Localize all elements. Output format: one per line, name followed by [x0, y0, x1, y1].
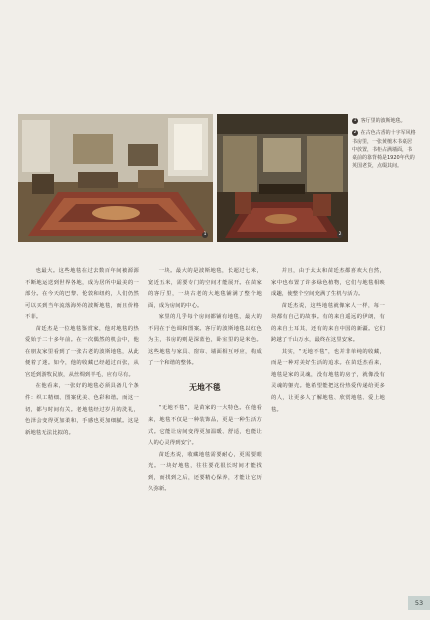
- study-illustration: [217, 114, 348, 242]
- caption-number: 2: [353, 129, 357, 135]
- section-heading: 无地不毯: [189, 382, 221, 392]
- paragraph: 并且，由于太太和苗廷杰都喜欢大自然，家中也布置了许多绿色植物，它们与地毯相映成趣，使整个空间充满了生机与活力。: [271, 268, 385, 298]
- paragraph: 在他看来，一张好的地毯必须具备几个条件：织工精细、图案优美、色彩和谐。而这一切，都与时间有关。老地毯经过岁月的洗礼，色泽会变得更加柔和，手感也更加细腻。这是新地毯无法比拟的。: [25, 383, 139, 436]
- paragraph: 苗廷杰是一位地毯鉴赏家，他对地毯的热爱始于二十多年前。在一次偶然的机会中，他在朋友家里看到了一张古老的波斯地毯，从此便着了迷。如今，他的收藏已经超过百张，从宫廷到游牧民族，从丝绸到羊毛，应有尽有。: [25, 325, 139, 378]
- photo-captions: [352, 117, 416, 171]
- living-room-photo: [18, 114, 213, 242]
- paragraph: 苗廷杰说，这些地毯就像家人一样，每一块都有自己的故事。有的来自遥远的伊朗，有的来自土耳其，还有的来自中国的新疆。它们跨越了千山万水，最终在这里安家。: [271, 302, 385, 344]
- paragraph: “无地不毯”，是苗家的一大特色。在他看来，地毯不仅是一种装饰品，更是一种生活方式。它能让房间变得更加温暖、舒适，也能让人的心灵得到安宁。: [148, 405, 262, 447]
- caption-2: [352, 129, 416, 170]
- caption-text: 在古色古香的十字军风格书房里，一张黄檀木书桌居中放置，书柜占满墙面，书桌前的靠背椅是1920年代的英国老货，点缀其间。: [352, 130, 416, 170]
- living-room-illustration: [18, 114, 213, 242]
- caption-text: 客厅里的波斯地毯。: [360, 118, 406, 124]
- text-column-1: [25, 266, 139, 439]
- paragraph: 也最大。这些地毯在过去数百年间被源源不断地运送到世界各地，成为居所中最美的一部分。在今天的巴黎、伦敦和纽约，人们仍然可以买到当年流落海外的波斯地毯，而且价格不菲。: [25, 268, 139, 321]
- paragraph: 其实，“无地不毯”，也并非单纯的收藏，而是一种对美好生活的追求。在苗廷杰看来，地毯是家的灵魂，没有地毯的房子，就像没有灵魂的躯壳。他希望能把这份热爱传递给更多的人，让更多人了解地毯、欣赏地毯、爱上地毯。: [271, 348, 385, 413]
- text-column-3: [271, 266, 385, 416]
- caption-number: 1: [353, 117, 357, 123]
- photo-badge: 1: [203, 232, 207, 237]
- photo-badge: 2: [338, 232, 342, 237]
- paragraph: 一块。最大的是波斯地毯，长超过七米，宽近五米，需要专门的空间才能展开。在苗家的客厅里，一块古老的大地毯铺满了整个地面，成为房间的中心。: [148, 268, 262, 309]
- paragraph: 苗廷杰说，收藏地毯需要耐心，更需要眼光。一块好地毯，往往要花很长时间才能找到，而找到之后，还要精心保养，才能让它历久弥新。: [148, 451, 262, 493]
- paragraph: 家里的几乎每个房间都铺有地毯，最大的不同在于色调和图案。客厅的波斯地毯以红色为主，书房的则是深蓝色，卧室里的是米色。这些地毯与家具、窗帘、墙面相互呼应，构成了一个和谐的整体。: [148, 314, 262, 367]
- page-number: 53: [408, 596, 430, 610]
- text-column-2: [148, 266, 262, 496]
- study-photo: [217, 114, 348, 242]
- caption-1: [352, 117, 416, 125]
